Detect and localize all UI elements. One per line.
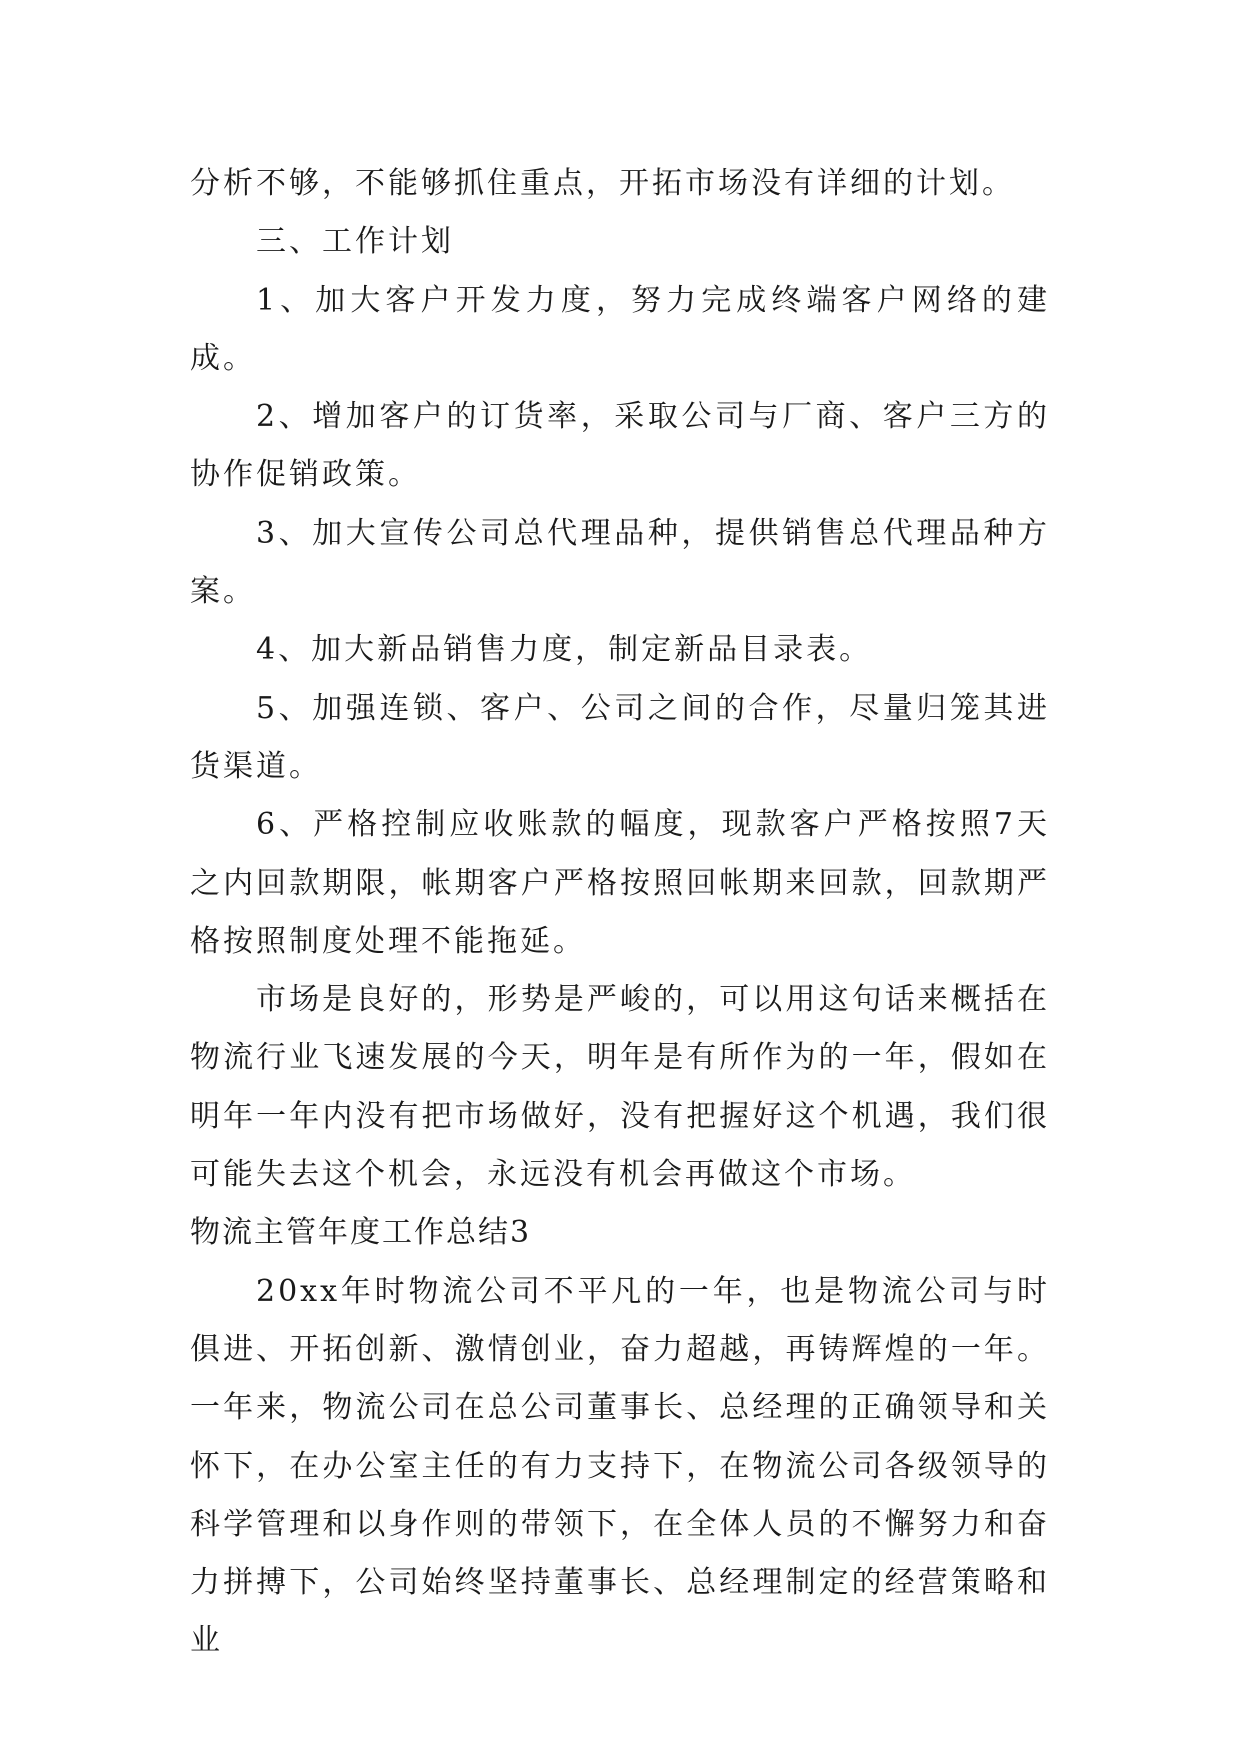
plan-item-6: 6、严格控制应收账款的幅度，现款客户严格按照7天之内回款期限，帐期客户严格按照回帐期来回款，回款期严格按照制度处理不能拖延。 <box>190 807 1050 959</box>
document-body <box>190 155 1050 1671</box>
paragraph-analysis: 分析不够，不能够抓住重点，开拓市场没有详细的计划。 <box>190 166 1015 201</box>
plan-item-4: 4、加大新品销售力度，制定新品目录表。 <box>256 632 873 668</box>
document-title-summary-3: 物流主管年度工作总结3 <box>190 1215 532 1251</box>
plan-item-2: 2、增加客户的订货率，采取公司与厂商、客户三方的协作促销政策。 <box>190 399 1050 493</box>
plan-item-5: 5、加强连锁、客户、公司之间的合作，尽量归笼其进货渠道。 <box>190 690 1050 784</box>
plan-item-3: 3、加大宣传公司总代理品种，提供销售总代理品种方案。 <box>190 515 1050 610</box>
paragraph-annual-review: 20xx年时物流公司不平凡的一年，也是物流公司与时俱进、开拓创新、激情创业，奋力超越，再铸辉煌的一年。一年来，物流公司在总公司董事长、总经理的正确领导和关怀下，在办公室主任的有力支持下，在物流公司各级领导的科学管理和以身作则的带领下，在全体人员的不懈努力和奋力拼搏下，公司始终坚持董事长、总经理制定的经营策略和业 <box>190 1273 1050 1659</box>
section-heading-work-plan: 三、工作计划 <box>256 224 454 260</box>
paragraph-market-outlook: 市场是良好的，形势是严峻的，可以用这句话来概括在物流行业飞速发展的今天，明年是有所作为的一年，假如在明年一年内没有把市场做好，没有把握好这个机遇，我们很可能失去这个机会，永远没有机会再做这个市场。 <box>190 982 1050 1193</box>
plan-item-1: 1、加大客户开发力度，努力完成终端客户网络的建成。 <box>190 282 1050 376</box>
